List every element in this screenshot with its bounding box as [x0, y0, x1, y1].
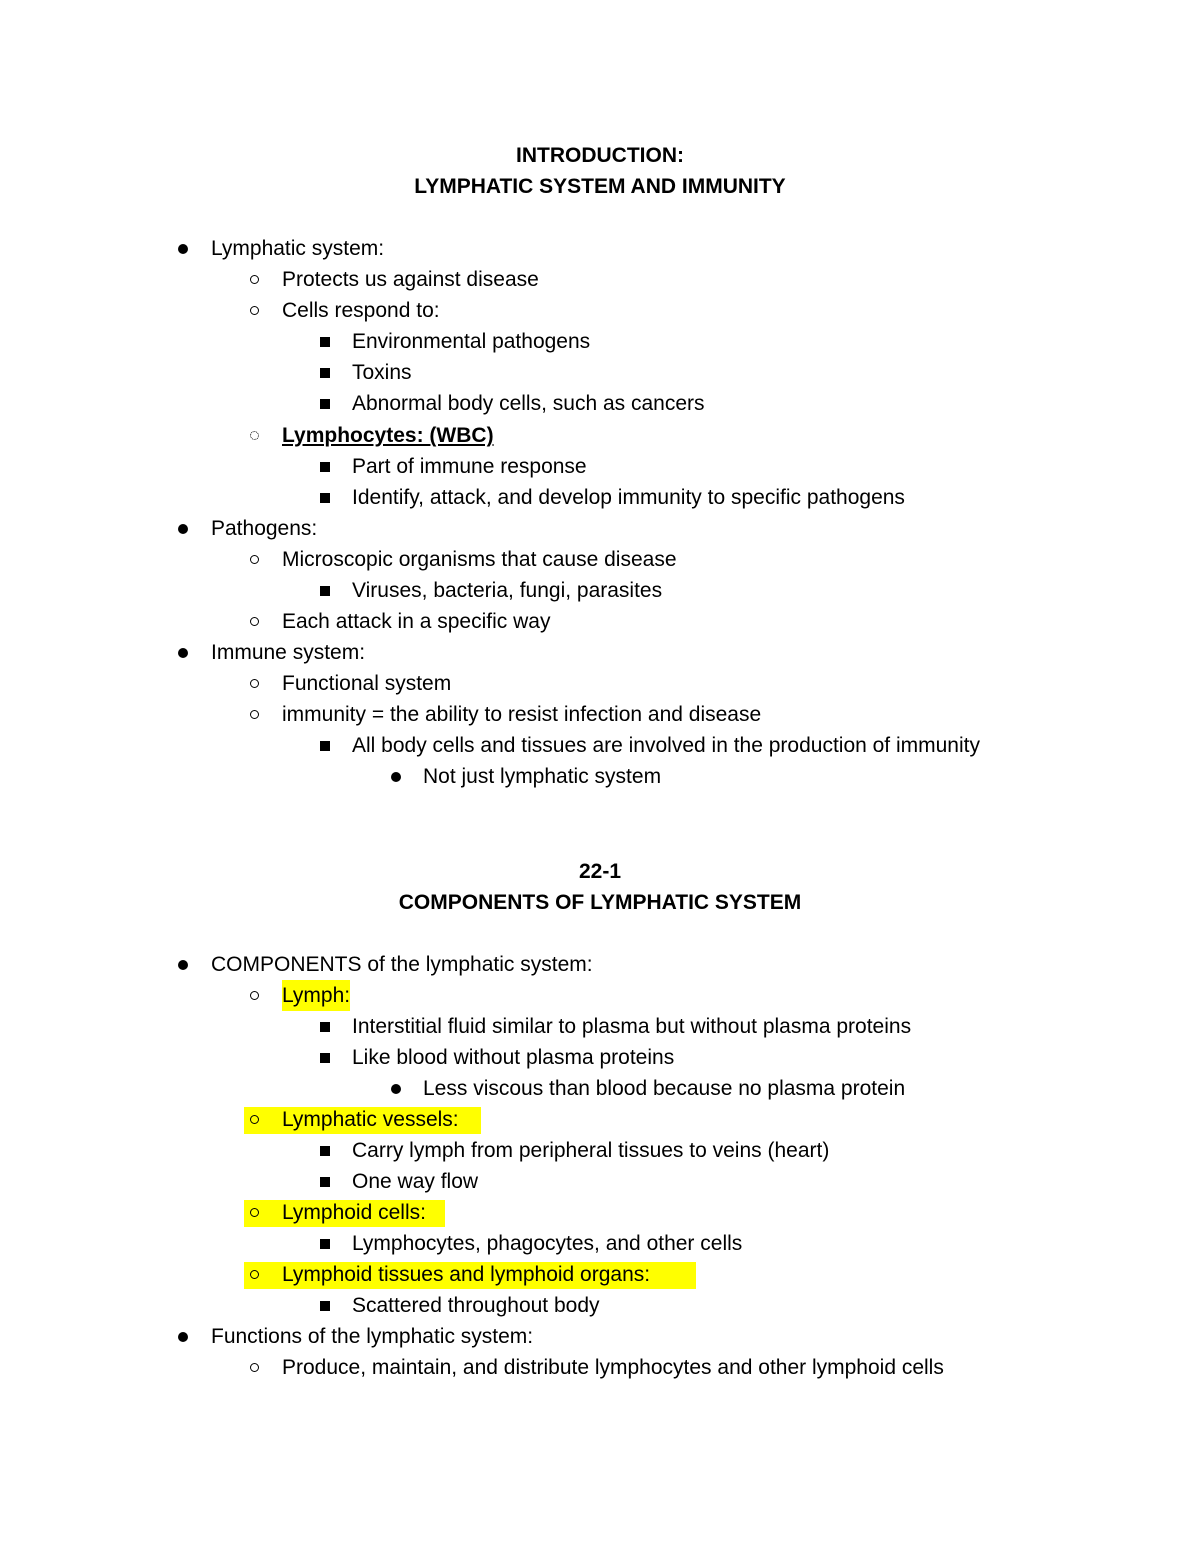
square-bullet-icon: [315, 1135, 335, 1166]
filled-bullet-icon: [173, 1321, 193, 1352]
filled-bullet-icon: [173, 637, 193, 668]
list-item-text: One way flow: [352, 1170, 479, 1193]
list-item-text: Carry lymph from peripheral tissues to veins (heart): [352, 1139, 830, 1162]
list-item-text: Part of immune response: [352, 455, 587, 478]
list-item-text: Immune system:: [211, 641, 366, 664]
square-bullet-icon: [315, 357, 335, 388]
list-item-text: Functional system: [282, 672, 452, 695]
list-item-text: Scattered throughout body: [352, 1294, 600, 1317]
hollow-bullet-icon: [245, 1352, 265, 1383]
filled-bullet-icon: [173, 949, 193, 980]
square-bullet-icon: [315, 730, 335, 761]
hollow-bullet-icon: [245, 1104, 265, 1135]
square-bullet-icon: [315, 1228, 335, 1259]
list-item-text: Pathogens:: [211, 517, 318, 540]
highlighted-text: Lymph:: [282, 980, 350, 1011]
list-item-text: Produce, maintain, and distribute lymphocytes and other lymphoid cells: [282, 1356, 944, 1379]
square-bullet-icon: [315, 575, 335, 606]
list-item-text: Toxins: [352, 361, 412, 384]
components-heading-line2: COMPONENTS OF LYMPHATIC SYSTEM: [398, 891, 802, 914]
hollow-bullet-icon: [245, 264, 265, 295]
hollow-bullet-icon: [245, 544, 265, 575]
hollow-bullet-icon: [245, 1259, 265, 1290]
list-item-text: Less viscous than blood because no plasma protein: [423, 1077, 906, 1100]
list-item-text: Like blood without plasma proteins: [352, 1046, 675, 1069]
filled-bullet-icon: [386, 1073, 406, 1104]
square-bullet-icon: [315, 1166, 335, 1197]
intro-heading: [0, 140, 1200, 202]
square-bullet-icon: [315, 1290, 335, 1321]
list-item-text: Each attack in a specific way: [282, 610, 551, 633]
filled-bullet-icon: [173, 233, 193, 264]
list-item-text: Abnormal body cells, such as cancers: [352, 392, 705, 415]
square-bullet-icon: [315, 451, 335, 482]
components-heading-line1: 22-1: [578, 860, 622, 883]
list-item-text: Functions of the lymphatic system:: [211, 1325, 534, 1348]
hollow-bullet-icon: [245, 295, 265, 326]
intro-heading-line2: LYMPHATIC SYSTEM AND IMMUNITY: [414, 175, 786, 198]
highlighted-text: Lymphoid cells:: [282, 1201, 426, 1224]
components-heading: [0, 856, 1200, 918]
square-bullet-icon: [315, 1042, 335, 1073]
hollow-bullet-icon: [245, 668, 265, 699]
square-bullet-icon: [315, 388, 335, 419]
highlighted-text: Lymphoid tissues and lymphoid organs:: [282, 1263, 651, 1286]
hollow-bullet-icon: [245, 1197, 265, 1228]
list-item-text: immunity = the ability to resist infection and disease: [282, 703, 762, 726]
hollow-bullet-icon: [245, 420, 265, 451]
highlighted-text: Lymphatic vessels:: [282, 1108, 459, 1131]
hollow-bullet-icon: [245, 699, 265, 730]
list-item-text: Viruses, bacteria, fungi, parasites: [352, 579, 663, 602]
list-item-text: Not just lymphatic system: [423, 765, 662, 788]
list-item-text: Lymphocytes: (WBC): [282, 424, 494, 447]
list-item-text: Protects us against disease: [282, 268, 539, 291]
list-item-text: All body cells and tissues are involved in the production of immunity: [352, 734, 980, 757]
list-item-text: Environmental pathogens: [352, 330, 591, 353]
list-item-text: Microscopic organisms that cause disease: [282, 548, 677, 571]
square-bullet-icon: [315, 482, 335, 513]
filled-bullet-icon: [173, 513, 193, 544]
list-item-text: Lymphatic system:: [211, 237, 385, 260]
intro-heading-line1: INTRODUCTION:: [516, 144, 684, 167]
list-item-text: Interstitial fluid similar to plasma but without plasma proteins: [352, 1015, 912, 1038]
hollow-bullet-icon: [245, 980, 265, 1011]
list-item-text: COMPONENTS of the lymphatic system:: [211, 953, 593, 976]
list-item-text: Identify, attack, and develop immunity to specific pathogens: [352, 486, 905, 509]
square-bullet-icon: [315, 1011, 335, 1042]
filled-bullet-icon: [386, 761, 406, 792]
square-bullet-icon: [315, 326, 335, 357]
list-item-text: Lymphocytes, phagocytes, and other cells: [352, 1232, 743, 1255]
list-item-text: Cells respond to:: [282, 299, 440, 322]
hollow-bullet-icon: [245, 606, 265, 637]
